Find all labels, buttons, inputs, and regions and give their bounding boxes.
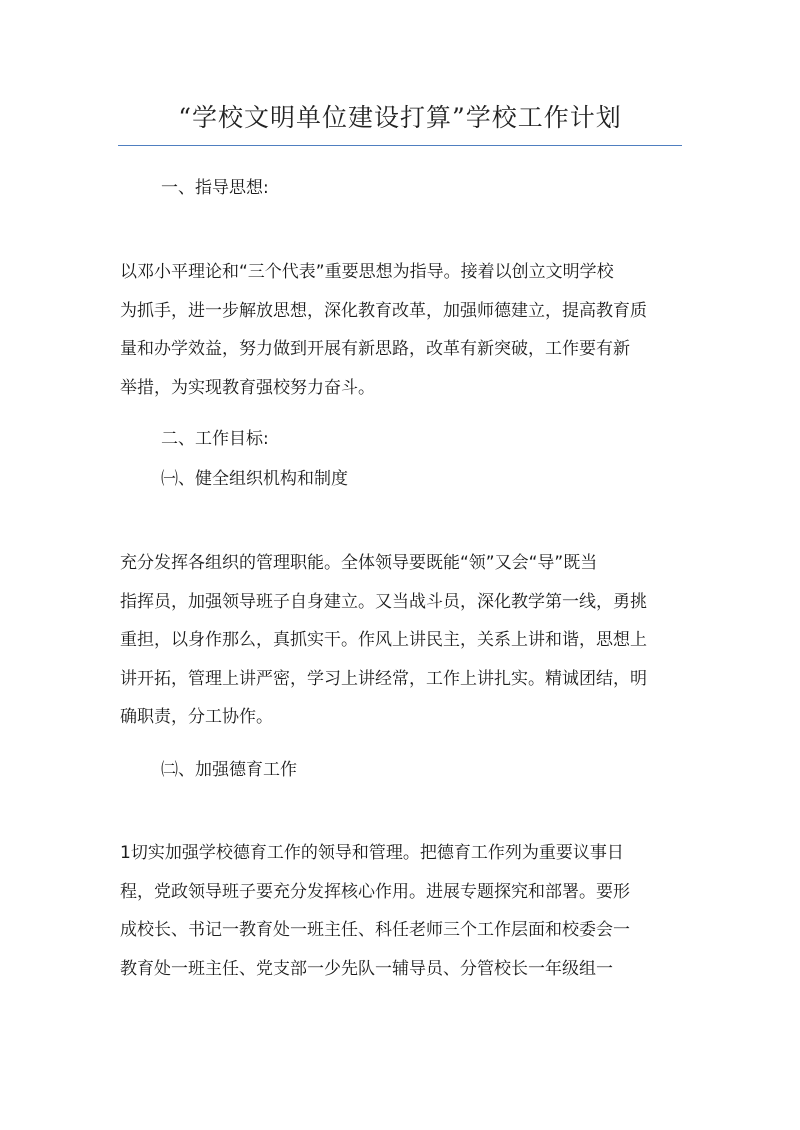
paragraph-line: 程，党政领导班子要充分发挥核心作用。进展专题探究和部署。要形 [120, 881, 630, 902]
paragraph-line: 1切实加强学校德育工作的领导和管理。把德育工作列为重要议事日 [120, 843, 624, 863]
paragraph-line: 充分发挥各组织的管理职能。全体领导要既能“领”又会“导”既当 [120, 553, 598, 573]
paragraph-line: 教育处一班主任、党支部一少先队一辅导员、分管校长一年级组一 [120, 958, 613, 979]
paragraph-line: 以邓小平理论和“三个代表”重要思想为指导。接着以创立文明学校 [120, 262, 614, 282]
paragraph-line: 为抓手，进一步解放思想，深化教育改革，加强师德建立，提高教育质 [120, 300, 647, 321]
section-heading-guiding-ideology: 一、指导思想: [161, 178, 269, 198]
subsection-heading-organization: ㈠、健全组织机构和制度 [161, 469, 348, 489]
paragraph-line: 重担，以身作那么，真抓实干。作风上讲民主，关系上讲和谐，思想上 [120, 630, 647, 651]
title-underline [118, 145, 682, 146]
paragraph-line: 指挥员，加强领导班子自身建立。又当战斗员，深化教学第一线，勇挑 [120, 591, 647, 612]
document-title: “学校文明单位建设打算”学校工作计划 [178, 103, 622, 132]
paragraph-line: 确职责，分工协作。 [120, 707, 273, 728]
paragraph-line: 量和办学效益，努力做到开展有新思路，改革有新突破，工作要有新 [120, 339, 630, 360]
paragraph-organization [120, 544, 695, 737]
paragraph-line: 举措，为实现教育强校努力奋斗。 [120, 377, 375, 398]
paragraph-line: 讲开拓，管理上讲严密，学习上讲经常，工作上讲扎实。精诚团结，明 [120, 668, 647, 689]
subsection-heading-moral-education: ㈡、加强德育工作 [161, 760, 297, 780]
paragraph-guiding-ideology [120, 253, 695, 407]
section-heading-work-goals: 二、工作目标: [161, 429, 269, 449]
paragraph-moral-education [120, 834, 695, 988]
paragraph-line: 成校长、书记一教育处一班主任、科任老师三个工作层面和校委会一 [120, 920, 630, 941]
